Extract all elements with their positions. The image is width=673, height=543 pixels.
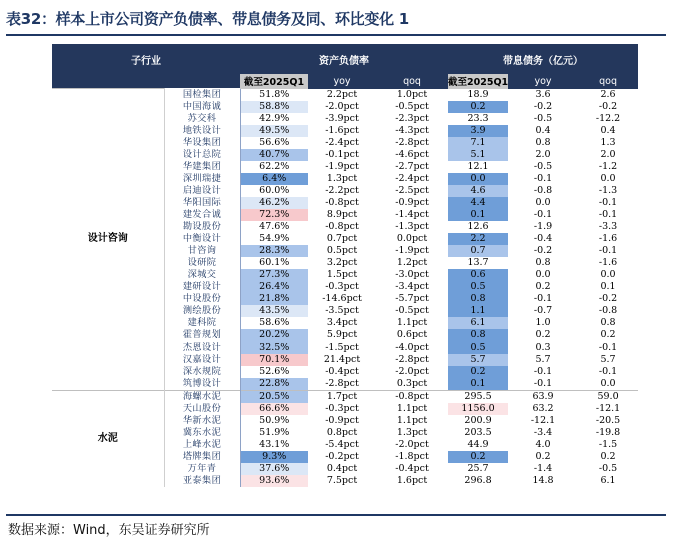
interest-debt-qoq-cell: -0.1 — [598, 245, 618, 257]
company-name: 地铁设计 — [164, 125, 240, 137]
col-debt-qoq: qoq — [578, 74, 638, 89]
company-name: 筑博设计 — [164, 378, 240, 391]
data-table — [52, 44, 638, 487]
col-debt-value: 截至2025Q1 — [448, 74, 508, 89]
debt-ratio-qoq-cell: -2.8pct — [395, 353, 429, 365]
debt-ratio-qoq-cell: -2.5pct — [395, 184, 429, 196]
debt-ratio-cell: 54.9% — [259, 233, 290, 245]
interest-debt-cell: 5.7 — [448, 354, 508, 366]
debt-ratio-cell: 21.8% — [240, 293, 308, 305]
company-name: 华建集团 — [164, 161, 240, 173]
interest-debt-qoq-cell: 1.3 — [600, 136, 616, 148]
company-name: 天山股份 — [164, 403, 240, 415]
interest-debt-yoy-cell: -0.8 — [533, 184, 553, 196]
interest-debt-qoq-cell: -0.2 — [598, 100, 618, 112]
debt-ratio-yoy-cell: -2.2pct — [325, 184, 359, 196]
interest-debt-qoq-cell: 0.4 — [600, 124, 616, 136]
interest-debt-qoq-cell: -12.1 — [595, 402, 621, 414]
interest-debt-yoy-cell: 0.2 — [535, 281, 551, 293]
debt-ratio-qoq-cell: -2.4pct — [395, 172, 429, 184]
title-rule — [6, 34, 666, 36]
interest-debt-qoq-cell: 2.0 — [600, 148, 616, 160]
debt-ratio-yoy-cell: -0.8pct — [325, 196, 359, 208]
company-name: 上峰水泥 — [164, 439, 240, 451]
debt-ratio-qoq-cell: 1.1pct — [396, 402, 428, 414]
interest-debt-qoq-cell: -3.3 — [598, 221, 618, 233]
table-title: 表32：样本上市公司资产负债率、带息债务及同、环比变化 1 — [6, 10, 409, 28]
debt-ratio-yoy-cell: 2.2pct — [326, 88, 358, 100]
debt-ratio-qoq-cell: 1.2pct — [396, 257, 428, 269]
interest-debt-yoy-cell: -0.5 — [533, 112, 553, 124]
interest-debt-cell: 12.6 — [467, 221, 489, 233]
interest-debt-cell: 4.6 — [448, 185, 508, 197]
debt-ratio-qoq-cell: 1.0pct — [396, 88, 428, 100]
interest-debt-cell: 0.5 — [448, 341, 508, 353]
debt-ratio-cell: 56.6% — [259, 136, 290, 148]
debt-ratio-cell: 28.3% — [240, 245, 308, 257]
interest-debt-yoy-cell: -0.1 — [533, 293, 553, 305]
interest-debt-qoq-cell: -12.2 — [595, 112, 621, 124]
interest-debt-yoy-cell: 0.3 — [535, 341, 551, 353]
debt-ratio-yoy-cell: 1.7pct — [308, 390, 376, 403]
debt-ratio-yoy-cell: -0.3pct — [325, 281, 359, 293]
interest-debt-yoy-cell: -0.2 — [533, 100, 553, 112]
debt-ratio-qoq-cell: -1.3pct — [395, 221, 429, 233]
debt-ratio-cell: 62.2% — [259, 160, 290, 172]
company-name: 建科院 — [164, 317, 240, 329]
debt-ratio-cell: 9.3% — [240, 451, 308, 463]
header-interest-debt: 带息债务（亿元） — [448, 44, 638, 74]
interest-debt-yoy-cell: -0.1 — [533, 208, 553, 220]
company-name: 深城交 — [164, 269, 240, 281]
company-name: 杰恩设计 — [164, 341, 240, 353]
interest-debt-qoq-cell: -20.5 — [595, 414, 621, 426]
debt-ratio-cell: 50.9% — [259, 414, 290, 426]
debt-ratio-yoy-cell: 3.2pct — [326, 257, 358, 269]
debt-ratio-yoy-cell: 5.9pct — [326, 329, 358, 341]
debt-ratio-yoy-cell: -2.4pct — [325, 136, 359, 148]
debt-ratio-cell: 51.9% — [259, 426, 290, 438]
debt-ratio-qoq-cell: 1.6pct — [396, 475, 428, 487]
interest-debt-qoq-cell: -0.2 — [598, 293, 618, 305]
debt-ratio-yoy-cell: -14.6pct — [322, 293, 362, 305]
interest-debt-qoq-cell: -1.6 — [598, 233, 618, 245]
company-name: 建研设计 — [164, 281, 240, 293]
interest-debt-cell: 296.8 — [464, 475, 492, 487]
debt-ratio-qoq-cell: -4.6pct — [395, 148, 429, 160]
debt-ratio-yoy-cell: -0.4pct — [325, 365, 359, 377]
interest-debt-qoq-cell: -0.1 — [598, 365, 618, 377]
debt-ratio-yoy-cell: 3.4pct — [326, 317, 358, 329]
interest-debt-cell: 2.2 — [448, 233, 508, 245]
debt-ratio-qoq-cell: -0.8pct — [376, 390, 448, 403]
debt-ratio-qoq-cell: -2.8pct — [395, 136, 429, 148]
interest-debt-qoq-cell: 0.0 — [600, 269, 616, 281]
industry-group-label: 设计咨询 — [52, 89, 164, 391]
interest-debt-cell: 295.5 — [448, 390, 508, 403]
debt-ratio-yoy-cell: -0.3pct — [325, 402, 359, 414]
debt-ratio-yoy-cell: -1.6pct — [325, 124, 359, 136]
interest-debt-cell: 44.9 — [467, 438, 489, 450]
debt-ratio-qoq-cell: -0.4pct — [395, 462, 429, 474]
debt-ratio-yoy-cell: 21.4pct — [323, 353, 361, 365]
debt-ratio-qoq-cell: 1.3pct — [396, 426, 428, 438]
debt-ratio-qoq-cell: -2.3pct — [395, 112, 429, 124]
debt-ratio-cell: 43.5% — [240, 305, 308, 317]
debt-ratio-cell: 6.4% — [240, 173, 308, 185]
interest-debt-cell: 12.1 — [467, 160, 489, 172]
debt-ratio-qoq-cell: 0.6pct — [396, 329, 428, 341]
company-name: 苏交科 — [164, 113, 240, 125]
debt-ratio-yoy-cell: 7.5pct — [326, 475, 358, 487]
interest-debt-yoy-cell: 0.8 — [535, 257, 551, 269]
debt-ratio-qoq-cell: -1.4pct — [395, 208, 429, 220]
col-ratio-value: 截至2025Q1 — [240, 74, 308, 89]
interest-debt-cell: 0.2 — [448, 366, 508, 378]
header-blank — [52, 74, 240, 89]
company-name: 冀东水泥 — [164, 427, 240, 439]
company-name: 万年青 — [164, 463, 240, 475]
interest-debt-yoy-cell: 0.0 — [535, 196, 551, 208]
interest-debt-yoy-cell: 4.0 — [535, 438, 551, 450]
interest-debt-cell: 0.2 — [448, 451, 508, 463]
company-name: 中设股份 — [164, 293, 240, 305]
debt-ratio-cell: 46.2% — [240, 197, 308, 209]
interest-debt-qoq-cell: -0.1 — [598, 341, 618, 353]
interest-debt-cell: 5.1 — [448, 149, 508, 161]
debt-ratio-qoq-cell: -5.7pct — [395, 293, 429, 305]
debt-ratio-cell: 52.6% — [259, 365, 290, 377]
debt-ratio-qoq-cell: -0.5pct — [395, 305, 429, 317]
interest-debt-cell: 7.1 — [448, 137, 508, 149]
col-ratio-qoq: qoq — [376, 74, 448, 89]
interest-debt-qoq-cell: -1.6 — [598, 257, 618, 269]
interest-debt-yoy-cell: -1.4 — [533, 462, 553, 474]
debt-ratio-qoq-cell: -2.0pct — [395, 438, 429, 450]
debt-ratio-yoy-cell: 0.7pct — [326, 233, 358, 245]
interest-debt-cell: 4.4 — [448, 197, 508, 209]
company-name: 华阳国际 — [164, 197, 240, 209]
header-industry: 子行业 — [52, 44, 240, 74]
interest-debt-cell: 23.3 — [467, 112, 489, 124]
debt-ratio-cell: 93.6% — [240, 475, 308, 487]
debt-ratio-yoy-cell: -2.8pct — [325, 377, 359, 389]
interest-debt-qoq-cell: 0.8 — [600, 317, 616, 329]
company-name: 华设集团 — [164, 137, 240, 149]
debt-ratio-qoq-cell: 0.3pct — [396, 377, 428, 389]
company-name: 中衡设计 — [164, 233, 240, 245]
company-name: 设研院 — [164, 257, 240, 269]
debt-ratio-cell: 20.5% — [240, 390, 308, 403]
debt-ratio-yoy-cell: -0.2pct — [325, 450, 359, 462]
debt-ratio-qoq-cell: -2.7pct — [395, 160, 429, 172]
interest-debt-cell: 13.7 — [467, 257, 489, 269]
interest-debt-qoq-cell: -1.2 — [598, 160, 618, 172]
interest-debt-yoy-cell: 5.7 — [535, 353, 551, 365]
interest-debt-cell: 0.0 — [448, 173, 508, 185]
debt-ratio-qoq-cell: -0.5pct — [395, 100, 429, 112]
debt-ratio-cell: 22.8% — [240, 378, 308, 391]
interest-debt-yoy-cell: 0.4 — [535, 124, 551, 136]
debt-ratio-cell: 27.3% — [240, 269, 308, 281]
debt-ratio-qoq-cell: -1.8pct — [395, 450, 429, 462]
company-name: 深水规院 — [164, 366, 240, 378]
interest-debt-qoq-cell: -0.1 — [598, 208, 618, 220]
company-name: 汉嘉设计 — [164, 354, 240, 366]
interest-debt-cell: 200.9 — [464, 414, 492, 426]
debt-ratio-yoy-cell: 0.8pct — [326, 426, 358, 438]
company-name: 甘咨询 — [164, 245, 240, 257]
debt-ratio-cell: 37.6% — [240, 463, 308, 475]
col-ratio-yoy: yoy — [308, 74, 376, 89]
interest-debt-cell: 203.5 — [464, 426, 492, 438]
interest-debt-yoy-cell: -0.1 — [533, 365, 553, 377]
interest-debt-cell: 0.5 — [448, 281, 508, 293]
interest-debt-qoq-cell: -0.8 — [598, 305, 618, 317]
table-row — [52, 390, 638, 403]
interest-debt-qoq-cell: 0.0 — [600, 377, 616, 389]
interest-debt-yoy-cell: -3.4 — [533, 426, 553, 438]
interest-debt-qoq-cell: 59.0 — [578, 390, 638, 403]
interest-debt-qoq-cell: 6.1 — [600, 475, 616, 487]
debt-ratio-cell: 58.6% — [259, 317, 290, 329]
interest-debt-cell: 6.1 — [448, 317, 508, 329]
interest-debt-qoq-cell: 2.6 — [600, 88, 616, 100]
debt-ratio-yoy-cell: 8.9pct — [326, 208, 358, 220]
interest-debt-yoy-cell: 3.6 — [535, 88, 551, 100]
interest-debt-qoq-cell: -0.5 — [598, 462, 618, 474]
col-debt-yoy: yoy — [508, 74, 578, 89]
debt-ratio-yoy-cell: 0.4pct — [326, 462, 358, 474]
interest-debt-cell: 1.1 — [448, 305, 508, 317]
debt-ratio-cell: 72.3% — [240, 209, 308, 221]
interest-debt-cell: 18.9 — [467, 88, 489, 100]
debt-ratio-qoq-cell: 1.1pct — [396, 317, 428, 329]
debt-ratio-cell: 47.6% — [259, 221, 290, 233]
debt-ratio-cell: 66.6% — [240, 403, 308, 415]
debt-ratio-cell: 51.8% — [259, 88, 290, 100]
debt-ratio-cell: 32.5% — [240, 341, 308, 353]
interest-debt-yoy-cell: -0.7 — [533, 305, 553, 317]
table-body — [52, 89, 638, 488]
debt-ratio-yoy-cell: 1.5pct — [326, 269, 358, 281]
industry-group-label: 水泥 — [52, 390, 164, 487]
debt-ratio-cell: 60.1% — [259, 257, 290, 269]
debt-ratio-yoy-cell: -0.8pct — [325, 221, 359, 233]
interest-debt-qoq-cell: -0.1 — [598, 196, 618, 208]
interest-debt-qoq-cell: 0.2 — [600, 329, 616, 341]
interest-debt-cell: 0.8 — [448, 329, 508, 341]
company-name: 测绘股份 — [164, 305, 240, 317]
interest-debt-qoq-cell: 0.1 — [600, 281, 616, 293]
debt-ratio-yoy-cell: -1.9pct — [325, 160, 359, 172]
debt-ratio-yoy-cell: -0.9pct — [325, 414, 359, 426]
interest-debt-qoq-cell: -19.8 — [595, 426, 621, 438]
debt-ratio-cell: 42.9% — [259, 112, 290, 124]
company-name: 海螺水泥 — [164, 390, 240, 403]
interest-debt-yoy-cell: -0.1 — [533, 377, 553, 389]
debt-ratio-yoy-cell: -1.5pct — [325, 341, 359, 353]
debt-ratio-yoy-cell: -3.9pct — [325, 112, 359, 124]
interest-debt-yoy-cell: 1.0 — [535, 317, 551, 329]
debt-ratio-yoy-cell: 0.5pct — [326, 245, 358, 257]
company-name: 启迪设计 — [164, 185, 240, 197]
company-name: 霍普规划 — [164, 329, 240, 341]
debt-ratio-yoy-cell: -2.0pct — [325, 100, 359, 112]
interest-debt-qoq-cell: -1.5 — [598, 438, 618, 450]
company-name: 中国海诚 — [164, 101, 240, 113]
debt-ratio-yoy-cell: -5.4pct — [325, 438, 359, 450]
interest-debt-yoy-cell: -0.5 — [533, 160, 553, 172]
interest-debt-cell: 0.2 — [448, 101, 508, 113]
table-row — [52, 89, 638, 101]
company-name: 建发合诚 — [164, 209, 240, 221]
debt-ratio-yoy-cell: -0.1pct — [325, 148, 359, 160]
interest-debt-cell: 0.7 — [448, 245, 508, 257]
interest-debt-qoq-cell: 0.2 — [600, 450, 616, 462]
header-debt-ratio: 资产负债率 — [240, 44, 448, 74]
interest-debt-yoy-cell: 14.8 — [532, 475, 554, 487]
interest-debt-yoy-cell: 0.8 — [535, 136, 551, 148]
debt-ratio-qoq-cell: -0.9pct — [395, 196, 429, 208]
debt-ratio-cell: 70.1% — [240, 354, 308, 366]
debt-ratio-cell: 20.2% — [240, 329, 308, 341]
debt-ratio-cell: 60.0% — [259, 184, 290, 196]
interest-debt-cell: 0.1 — [448, 209, 508, 221]
interest-debt-cell: 0.1 — [448, 378, 508, 391]
debt-ratio-cell: 26.4% — [240, 281, 308, 293]
interest-debt-yoy-cell: 63.2 — [532, 402, 554, 414]
interest-debt-yoy-cell: -1.9 — [533, 221, 553, 233]
interest-debt-cell: 3.9 — [448, 125, 508, 137]
debt-ratio-qoq-cell: -2.0pct — [395, 365, 429, 377]
debt-ratio-yoy-cell: -3.5pct — [325, 305, 359, 317]
debt-ratio-cell: 40.7% — [240, 149, 308, 161]
debt-ratio-qoq-cell: 1.1pct — [396, 414, 428, 426]
source-note: 数据来源：Wind，东吴证券研究所 — [8, 523, 210, 538]
company-name: 国检集团 — [164, 89, 240, 101]
interest-debt-yoy-cell: 63.9 — [508, 390, 578, 403]
interest-debt-yoy-cell: 0.2 — [535, 329, 551, 341]
company-name: 深圳瑞捷 — [164, 173, 240, 185]
debt-ratio-cell: 49.5% — [240, 125, 308, 137]
interest-debt-qoq-cell: 5.7 — [600, 353, 616, 365]
interest-debt-yoy-cell: -0.4 — [533, 233, 553, 245]
company-name: 塔牌集团 — [164, 451, 240, 463]
debt-ratio-yoy-cell: 1.3pct — [326, 172, 358, 184]
company-name: 设计总院 — [164, 149, 240, 161]
interest-debt-cell: 0.6 — [448, 269, 508, 281]
interest-debt-yoy-cell: 2.0 — [535, 148, 551, 160]
interest-debt-qoq-cell: -1.3 — [598, 184, 618, 196]
footer-rule — [6, 514, 666, 516]
interest-debt-yoy-cell: -0.1 — [533, 172, 553, 184]
interest-debt-yoy-cell: 0.2 — [535, 450, 551, 462]
interest-debt-yoy-cell: 0.0 — [535, 269, 551, 281]
debt-ratio-cell: 58.8% — [240, 101, 308, 113]
interest-debt-yoy-cell: -12.1 — [530, 414, 556, 426]
interest-debt-cell: 0.8 — [448, 293, 508, 305]
debt-ratio-qoq-cell: -3.4pct — [395, 281, 429, 293]
interest-debt-yoy-cell: -0.2 — [533, 245, 553, 257]
debt-ratio-qoq-cell: -3.0pct — [395, 269, 429, 281]
company-name: 华新水泥 — [164, 415, 240, 427]
debt-ratio-qoq-cell: 0.0pct — [396, 233, 428, 245]
company-name: 勘设股份 — [164, 221, 240, 233]
debt-ratio-qoq-cell: -1.9pct — [395, 245, 429, 257]
interest-debt-cell: 25.7 — [467, 462, 489, 474]
debt-ratio-qoq-cell: -4.3pct — [395, 124, 429, 136]
company-name: 亚泰集团 — [164, 475, 240, 487]
interest-debt-qoq-cell: 0.0 — [600, 172, 616, 184]
debt-ratio-cell: 43.1% — [259, 438, 290, 450]
debt-ratio-qoq-cell: -4.0pct — [395, 341, 429, 353]
interest-debt-cell: 1156.0 — [448, 403, 508, 415]
